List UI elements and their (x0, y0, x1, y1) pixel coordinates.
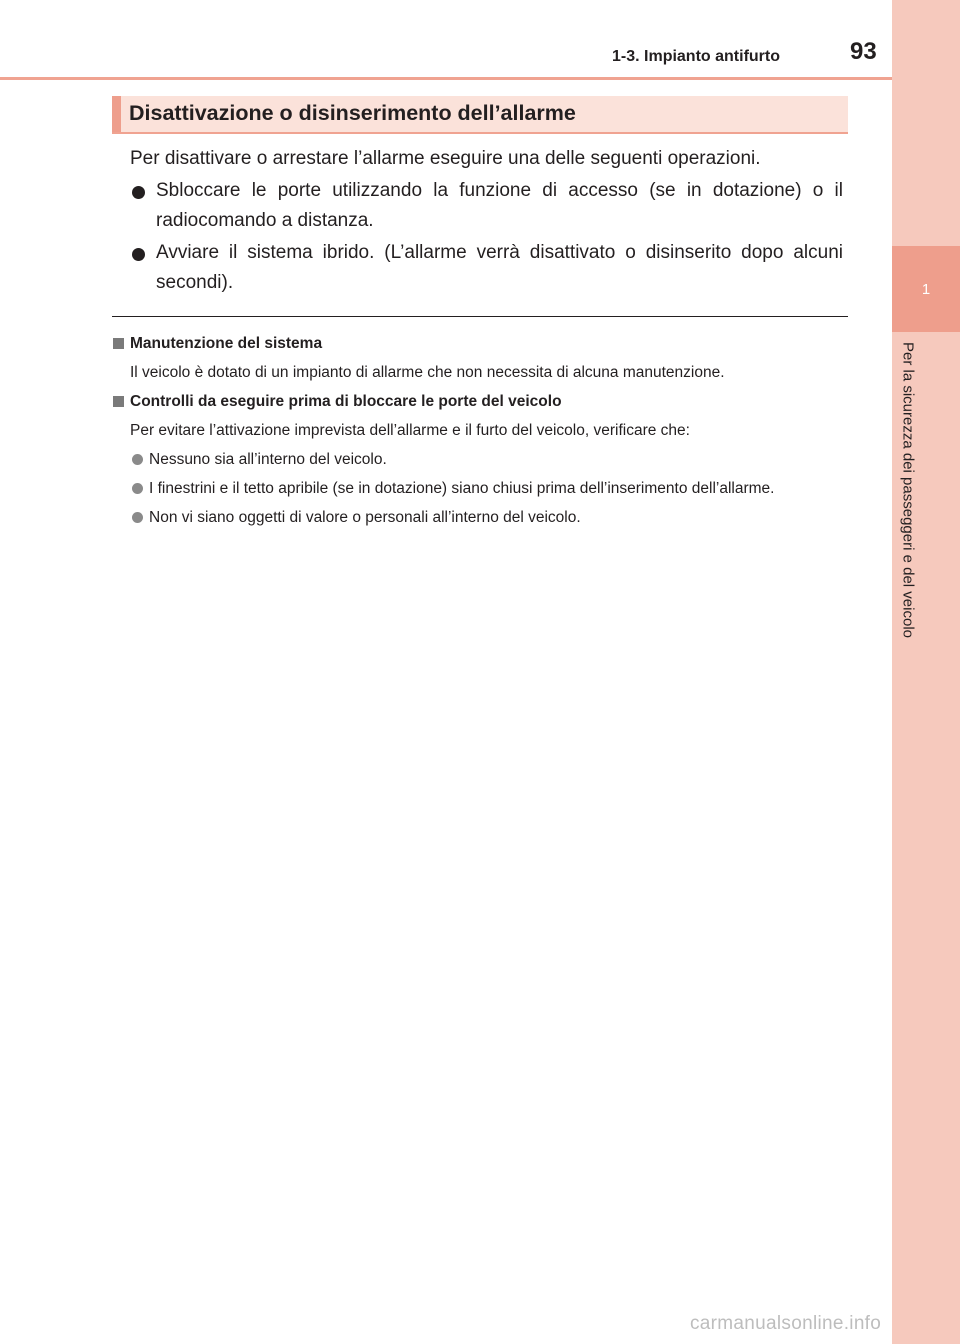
header-rule (0, 77, 892, 80)
notes-block (112, 329, 852, 532)
watermark: carmanualsonline.info (690, 1313, 882, 1334)
running-head: 1-3. Impianto antifurto (612, 48, 780, 65)
section-divider (112, 316, 848, 317)
chapter-title-vertical: Per la sicurezza dei passeggeri e del veicolo (899, 342, 917, 638)
section-title: Disattivazione o disinserimento dell’allarme (129, 101, 576, 125)
list-item: I finestrini e il tetto apribile (se in dotazione) siano chiusi prima dell’inserimento dell’allarme. (112, 474, 852, 503)
bullet-text: Avviare il sistema ibrido. (L’allarme verrà disattivato o disinserito dopo alcuni secondi). (156, 242, 843, 293)
chapter-number-tab[interactable] (892, 246, 960, 332)
chapter-number: 1 (921, 280, 931, 298)
section-body (130, 144, 843, 298)
bullet-text: Sbloccare le porte utilizzando la funzione di accesso (se in dotazione) o il radiocomando a distanza. (156, 180, 843, 231)
bullet-icon (132, 248, 145, 261)
bullet-icon (132, 512, 143, 523)
section-heading (112, 96, 848, 134)
bullet-icon (132, 483, 143, 494)
list-item (130, 238, 843, 298)
note-text: Il veicolo è dotato di un impianto di allarme che non necessita di alcuna manutenzione. (130, 364, 725, 381)
page-number: 93 (850, 38, 877, 65)
section-heading-accent-bar (112, 96, 121, 132)
note-title: Manutenzione del sistema (112, 329, 852, 358)
bullet-icon (132, 454, 143, 465)
bullet-icon (132, 186, 145, 199)
list-item: Non vi siano oggetti di valore o personali all’interno del veicolo. (112, 503, 852, 532)
note-title: Controlli da eseguire prima di bloccare le porte del veicolo (112, 387, 852, 416)
list-item: Nessuno sia all’interno del veicolo. (112, 445, 852, 474)
square-bullet-icon (113, 338, 124, 349)
section-intro: Per disattivare o arrestare l’allarme eseguire una delle seguenti operazioni. (130, 148, 761, 169)
square-bullet-icon (113, 396, 124, 407)
list-item (130, 176, 843, 236)
note-text: Per evitare l’attivazione imprevista dell’allarme e il furto del veicolo, verificare che: (130, 422, 690, 439)
